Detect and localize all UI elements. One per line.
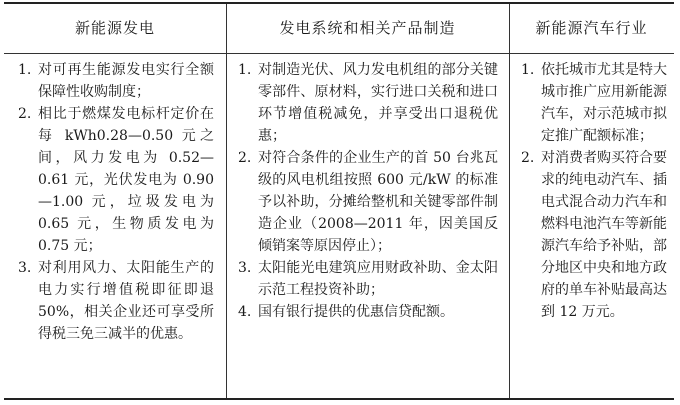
- item-number: 4.: [238, 304, 252, 320]
- header-new-energy-vehicle: 新能源汽车行业: [535, 19, 648, 37]
- item-number: 1.: [521, 62, 535, 78]
- list-item: [521, 147, 667, 323]
- item-text: 依托城市尤其是特大城市推广应用新能源汽车，对示范城市拟定推广配额标准；: [541, 62, 667, 144]
- item-text: 国有银行提供的优惠信贷配额。: [258, 304, 454, 320]
- item-number: 2.: [238, 150, 252, 166]
- item-text: 对可再生能源发电实行全额保障性收购制度；: [38, 62, 214, 100]
- list-item: [238, 147, 498, 257]
- item-text: 对消费者购买符合要求的纯电动汽车、插电式混合动力汽车和燃料电池汽车等新能源汽车给予补贴，部分地区中央和地方政府的单车补贴最高达到 12 万元。: [541, 150, 667, 320]
- item-text: 对制造光伏、风力发电机组的部分关键零部件、原材料，实行进口关税和进口环节增值税减免，并享受出口退税优惠；: [258, 62, 498, 144]
- column-divider: [226, 4, 227, 398]
- column-new-energy-power: [18, 59, 214, 345]
- policy-table: [4, 2, 674, 400]
- list-item: [238, 301, 498, 323]
- column-new-energy-vehicle: [521, 59, 667, 323]
- item-text: 对利用风力、太阳能生产的电力实行增值税即征即退 50%，相关企业还可享受所得税三免三减半的优惠。: [38, 260, 214, 342]
- list-item: [18, 257, 214, 345]
- item-number: 1.: [238, 62, 252, 78]
- column-divider: [509, 4, 510, 398]
- list-item: [18, 103, 214, 257]
- list-item: [521, 59, 667, 147]
- item-number: 2.: [521, 150, 535, 166]
- list-item: [238, 257, 498, 301]
- item-number: 3.: [18, 260, 32, 276]
- item-text: 太阳能光电建筑应用财政补助、金太阳示范工程投资补助；: [258, 260, 498, 298]
- item-number: 1.: [18, 62, 32, 78]
- list-item: [18, 59, 214, 103]
- table-header-row: [4, 4, 674, 54]
- item-number: 3.: [238, 260, 252, 276]
- item-number: 2.: [18, 106, 32, 122]
- list-item: [238, 59, 498, 147]
- header-new-energy-power: 新能源发电: [74, 19, 155, 37]
- item-text: 对符合条件的企业生产的首 50 台兆瓦级的风电机组按照 600 元/kW 的标准予以补助，分摊给整机和关键零部件制造企业（2008—2011 年，因美国反倾销案等原因停止）；: [258, 150, 498, 254]
- column-power-equipment-manufacturing: [238, 59, 498, 323]
- item-text: 相比于燃煤发电标杆定价在每 kWh0.28—0.50 元之间，风力发电为 0.52—0.61 元，光伏发电为 0.90—1.00 元，垃圾发电为 0.65 元，生物质发电为 0.75 元；: [38, 106, 214, 254]
- header-power-equipment-manufacturing: 发电系统和相关产品制造: [279, 19, 456, 37]
